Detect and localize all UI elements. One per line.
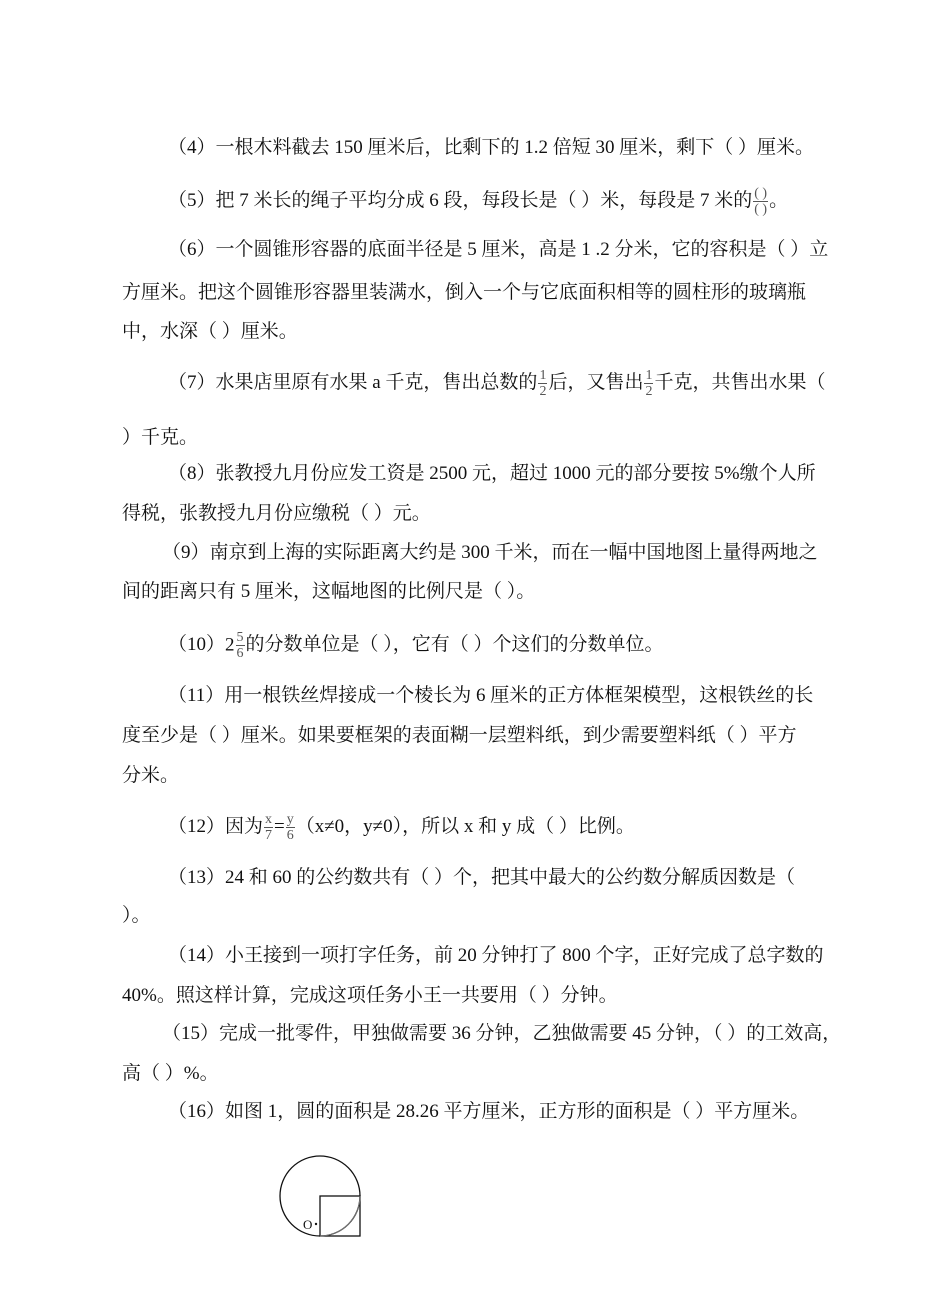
question-14-line-1: （14）小王接到一项打字任务，前 20 分钟打了 800 个字，正好完成了总字数的 [168,945,824,966]
question-7-text-b: 后，又售出 [548,371,644,393]
question-9-line-1: （9）南京到上海的实际距离大约是 300 千米，而在一幅中国地图上量得两地之 [162,542,818,563]
fraction-denominator: 7 [265,828,273,843]
question-7-line-1 [168,368,825,399]
question-13-line-2: ）。 [122,905,151,926]
question-11-line-3: 分米。 [122,765,180,786]
question-12 [168,812,635,843]
question-6-line-1: （6）一个圆锥形容器的底面半径是 5 厘米，高是 1 .2 分米，它的容积是（ ）立 [168,239,829,260]
question-5-fraction [753,186,768,217]
fraction-numerator: x [265,812,273,827]
question-7-text-a: （7）水果店里原有水果 a 千克，售出总数的 [168,371,538,393]
question-15-line-1: （15）完成一批零件，甲独做需要 36 分钟，乙独做需要 45 分钟，（ ）的工效高， [162,1023,842,1044]
question-16: （16）如图 1，圆的面积是 28.26 平方厘米，正方形的面积是（ ）平方厘米。 [168,1101,810,1122]
question-5-text: （5）把 7 米长的绳子平均分成 6 段，每段长是（ ）米，每段是 7 米的 [168,189,753,211]
mixed-number-whole: 2 [225,634,235,656]
question-10-text: 的分数单位是（ ），它有（ ）个这们的分数单位。 [245,633,664,655]
fraction-numerator: 1 [539,368,547,383]
fraction-denominator: 2 [539,384,547,399]
question-11-line-1: （11）用一根铁丝焊接成一个棱长为 6 厘米的正方体框架模型，这根铁丝的长 [168,685,814,706]
fraction-numerator: ( ) [754,186,768,201]
question-6-line-2: 方厘米。把这个圆锥形容器里装满水，倒入一个与它底面积相等的圆柱形的玻璃瓶 [122,282,807,303]
fraction-numerator: 1 [645,368,653,383]
question-5 [168,186,788,217]
question-8-line-2: 得税，张教授九月份应缴税（ ）元。 [122,503,431,524]
question-12-text-a: （12）因为 [168,815,264,837]
question-10-fraction [236,630,245,661]
fraction-denominator: ( ) [754,202,768,217]
question-14-line-2: 40%。照这样计算，完成这项任务小王一共要用（ ）分钟。 [122,985,618,1006]
fraction-denominator: 6 [236,646,244,661]
question-11-line-2: 度至少是（ ）厘米。如果要框架的表面糊一层塑料纸，到少需要塑料纸（ ）平方 [122,725,797,746]
question-5-suffix: 。 [769,189,789,211]
question-12-text-b: （x≠0，y≠0），所以 x 和 y 成（ ）比例。 [295,815,635,837]
question-7-line-2: ）千克。 [122,427,199,448]
figure-1-circle-square [276,1150,368,1242]
fraction-denominator: 2 [645,384,653,399]
question-12-fraction-x [264,812,273,843]
fraction-denominator: 6 [286,828,294,843]
question-4: （4）一根木料截去 150 厘米后，比剩下的 1.2 倍短 30 厘米，剩下（ ）厘米。 [168,137,815,158]
question-10 [168,630,664,661]
question-6-line-3: 中，水深（ ）厘米。 [122,321,298,342]
figure-1-svg [276,1150,368,1242]
equals-sign: = [274,815,285,837]
question-15-line-2: 高（ ）%。 [122,1063,219,1084]
fraction-numerator: y [286,812,294,827]
question-7-fraction-2 [644,368,653,399]
fraction-numerator: 5 [236,630,244,645]
question-8-line-1: （8）张教授九月份应发工资是 2500 元，超过 1000 元的部分要按 5%缴个人所 [168,463,816,484]
question-7-fraction-1 [538,368,547,399]
question-7-text-c: 千克，共售出水果（ [654,371,826,393]
question-9-line-2: 间的距离只有 5 厘米，这幅地图的比例尺是（ ）。 [122,581,536,602]
center-point [315,1223,317,1225]
question-12-fraction-y [286,812,295,843]
question-13-line-1: （13）24 和 60 的公约数共有（ ）个，把其中最大的公约数分解质因数是（ [168,867,796,888]
center-label: O [303,1217,313,1232]
question-10-number: （10） [168,633,226,655]
